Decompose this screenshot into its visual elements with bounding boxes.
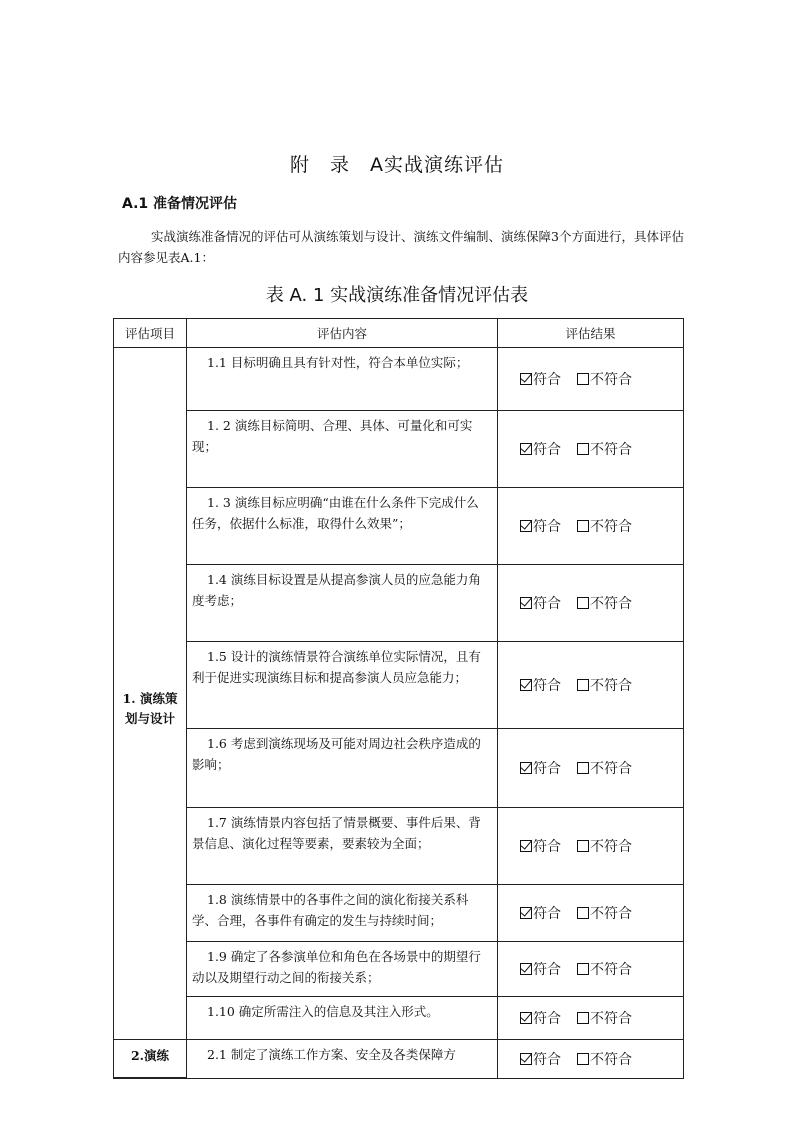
category-planning-design: 1. 演练策划与设计 <box>114 348 187 1040</box>
table-row-content: 2.1 制定了演练工作方案、安全及各类保障方 <box>187 1040 498 1078</box>
conform-option[interactable] <box>520 516 561 536</box>
conform-label: 符合 <box>533 442 561 458</box>
checkbox-conform[interactable] <box>520 373 532 385</box>
checkbox-not-conform[interactable] <box>577 1053 589 1065</box>
checkbox-not-conform[interactable] <box>577 679 589 691</box>
not-conform-label: 不符合 <box>590 1011 632 1027</box>
intro-paragraph: 实战演练准备情况的评估可从演练策划与设计、演练文件编制、演练保障3个方面进行，具体评估内容参见表A.1： <box>118 229 684 265</box>
conform-label: 符合 <box>533 761 561 777</box>
category-drill: 2.演练 <box>114 1040 187 1078</box>
checkbox-not-conform[interactable] <box>577 1012 589 1024</box>
table-row-content: 1.9 确定了各参演单位和角色在各场景中的期望行动以及期望行动之间的衔接关系； <box>187 942 498 997</box>
not-conform-option[interactable] <box>577 1008 632 1028</box>
checkbox-not-conform[interactable] <box>577 907 589 919</box>
table-row-result <box>498 885 683 942</box>
table-row-result <box>498 997 683 1040</box>
evaluation-grid <box>114 319 683 1078</box>
conform-option[interactable] <box>520 675 561 695</box>
conform-label: 符合 <box>533 962 561 978</box>
conform-option[interactable] <box>520 1049 561 1069</box>
table-row-result <box>498 348 683 411</box>
conform-option[interactable] <box>520 439 561 459</box>
not-conform-option[interactable] <box>577 369 632 389</box>
not-conform-label: 不符合 <box>590 442 632 458</box>
not-conform-label: 不符合 <box>590 519 632 535</box>
not-conform-label: 不符合 <box>590 962 632 978</box>
checkbox-conform[interactable] <box>520 443 532 455</box>
evaluation-table <box>113 318 684 1079</box>
checkbox-not-conform[interactable] <box>577 840 589 852</box>
conform-label: 符合 <box>533 372 561 388</box>
conform-label: 符合 <box>533 839 561 855</box>
checkbox-conform[interactable] <box>520 762 532 774</box>
page-title: 附 录 A实战演练评估 <box>290 154 504 176</box>
checkbox-not-conform[interactable] <box>577 762 589 774</box>
not-conform-option[interactable] <box>577 758 632 778</box>
not-conform-label: 不符合 <box>590 906 632 922</box>
not-conform-label: 不符合 <box>590 372 632 388</box>
conform-option[interactable] <box>520 593 561 613</box>
table-row-content: 1.10 确定所需注入的信息及其注入形式。 <box>187 997 498 1040</box>
header-item: 评估项目 <box>114 319 187 348</box>
table-row-result <box>498 411 683 488</box>
checkbox-not-conform[interactable] <box>577 520 589 532</box>
table-row-result <box>498 488 683 565</box>
checkbox-not-conform[interactable] <box>577 597 589 609</box>
table-row-content: 1.5 设计的演练情景符合演练单位实际情况，且有利于促进实现演练目标和提高参演人员应急能力； <box>187 642 498 729</box>
header-result: 评估结果 <box>498 319 683 348</box>
conform-label: 符合 <box>533 678 561 694</box>
not-conform-option[interactable] <box>577 593 632 613</box>
checkbox-conform[interactable] <box>520 1053 532 1065</box>
header-content: 评估内容 <box>187 319 498 348</box>
conform-option[interactable] <box>520 369 561 389</box>
conform-option[interactable] <box>520 758 561 778</box>
not-conform-option[interactable] <box>577 959 632 979</box>
table-row-result <box>498 1040 683 1078</box>
conform-label: 符合 <box>533 1011 561 1027</box>
table-row-content: 1.4 演练目标设置是从提高参演人员的应急能力角度考虑； <box>187 565 498 642</box>
checkbox-conform[interactable] <box>520 963 532 975</box>
table-row-content: 1. 3 演练目标应明确“由谁在什么条件下完成什么任务，依据什么标准，取得什么效果”； <box>187 488 498 565</box>
table-caption: 表 A. 1 实战演练准备情况评估表 <box>265 285 529 306</box>
conform-option[interactable] <box>520 959 561 979</box>
checkbox-conform[interactable] <box>520 679 532 691</box>
not-conform-option[interactable] <box>577 836 632 856</box>
checkbox-not-conform[interactable] <box>577 963 589 975</box>
conform-option[interactable] <box>520 836 561 856</box>
not-conform-option[interactable] <box>577 1049 632 1069</box>
conform-label: 符合 <box>533 596 561 612</box>
not-conform-label: 不符合 <box>590 761 632 777</box>
table-row-result <box>498 565 683 642</box>
checkbox-not-conform[interactable] <box>577 443 589 455</box>
conform-option[interactable] <box>520 1008 561 1028</box>
table-row-content: 1.8 演练情景中的各事件之间的演化衔接关系科学、合理，各事件有确定的发生与持续时间； <box>187 885 498 942</box>
not-conform-label: 不符合 <box>590 1052 632 1068</box>
checkbox-conform[interactable] <box>520 597 532 609</box>
table-row-content: 1. 2 演练目标简明、合理、具体、可量化和可实现； <box>187 411 498 488</box>
not-conform-option[interactable] <box>577 439 632 459</box>
table-row-content: 1.1 目标明确且具有针对性，符合本单位实际； <box>187 348 498 411</box>
checkbox-not-conform[interactable] <box>577 373 589 385</box>
table-row-result <box>498 942 683 997</box>
not-conform-option[interactable] <box>577 903 632 923</box>
table-row-result <box>498 808 683 885</box>
table-row-result <box>498 729 683 808</box>
not-conform-label: 不符合 <box>590 596 632 612</box>
checkbox-conform[interactable] <box>520 840 532 852</box>
conform-label: 符合 <box>533 906 561 922</box>
table-row-content: 1.6 考虑到演练现场及可能对周边社会秩序造成的影响； <box>187 729 498 808</box>
checkbox-conform[interactable] <box>520 1012 532 1024</box>
conform-label: 符合 <box>533 519 561 535</box>
not-conform-label: 不符合 <box>590 839 632 855</box>
table-row-result <box>498 642 683 729</box>
not-conform-option[interactable] <box>577 516 632 536</box>
table-row-content: 1.7 演练情景内容包括了情景概要、事件后果、背景信息、演化过程等要素，要素较为全面； <box>187 808 498 885</box>
conform-label: 符合 <box>533 1052 561 1068</box>
not-conform-label: 不符合 <box>590 678 632 694</box>
not-conform-option[interactable] <box>577 675 632 695</box>
checkbox-conform[interactable] <box>520 907 532 919</box>
section-heading: A.1 准备情况评估 <box>122 196 238 212</box>
checkbox-conform[interactable] <box>520 520 532 532</box>
conform-option[interactable] <box>520 903 561 923</box>
